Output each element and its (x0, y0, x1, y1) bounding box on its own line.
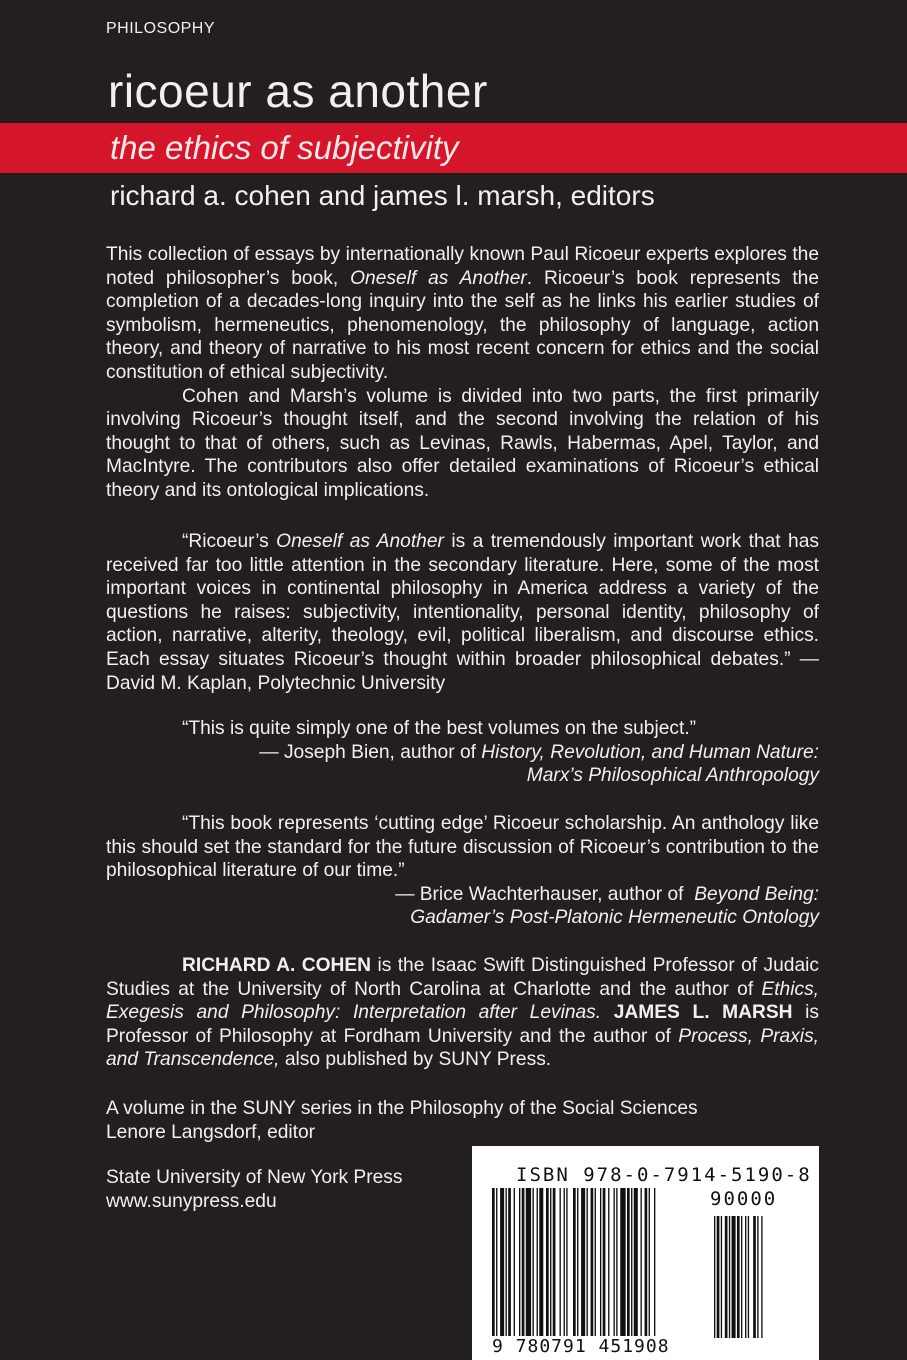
category-label: PHILOSOPHY (106, 20, 216, 37)
quote-1-text (106, 530, 819, 695)
publisher-name: State University of New York Press (106, 1167, 403, 1188)
barcode-bar (533, 1188, 534, 1338)
barcode-bar (514, 1188, 515, 1338)
book-reference: Oneself as Another (350, 267, 527, 289)
barcode-bar (616, 1188, 617, 1338)
addon-bar (717, 1216, 720, 1338)
barcode-bar (603, 1188, 606, 1338)
barcode-bar (508, 1188, 511, 1338)
barcode-bar (620, 1188, 625, 1338)
barcode-bar (577, 1188, 578, 1338)
barcode-bar (539, 1188, 543, 1338)
addon-bar (761, 1216, 762, 1338)
description-text: This collection of essays by internationally known Paul Ricoeur experts explores the noted philosopher’s book, (106, 244, 819, 289)
book-title: ricoeur as another (108, 65, 488, 117)
addon-bar (753, 1216, 756, 1338)
barcode-bar (591, 1188, 594, 1338)
barcode-bar (537, 1188, 538, 1338)
publisher-info (106, 1166, 446, 1213)
barcode-bar (654, 1188, 655, 1338)
bio-text: is Professor of Philosophy at Fordham University and the author of (106, 1002, 819, 1047)
barcode-bar (649, 1188, 650, 1338)
barcode-bar (581, 1188, 585, 1338)
series-line: A volume in the SUNY series in the Philosophy of the Social Sciences (106, 1098, 698, 1119)
quote-3 (106, 812, 819, 930)
barcode-bar (560, 1188, 561, 1338)
addon-bar (725, 1216, 728, 1338)
ean-barcode (492, 1188, 792, 1350)
book-reference: Process, Praxis, and Transcendence, (106, 1025, 819, 1071)
quote-3-book-line: Gadamer’s Post-Platonic Hermeneutic Ontology (410, 907, 819, 929)
quote-3-attribution (106, 883, 819, 907)
book-reference: Oneself as Another (276, 531, 444, 552)
barcode-bar (546, 1188, 549, 1338)
barcode-bar (500, 1188, 504, 1338)
barcode-bar (614, 1188, 615, 1338)
price-addon-number: 90000 (710, 1188, 778, 1210)
author-name: RICHARD A. COHEN (182, 955, 372, 976)
barcode-bar (627, 1188, 630, 1338)
editors-line: richard a. cohen and james l. marsh, editors (110, 180, 655, 211)
quote-3-text: “This book represents ‘cutting edge’ Ricoeur scholarship. An anthology like this should set the standard for the future discussion of Ricoeur’s contribution to the philosophical literature of our time.” (106, 813, 819, 882)
quote-1 (106, 530, 819, 695)
description-paragraph-2: Cohen and Marsh’s volume is divided into two parts, the first primarily involving Ricoeur’s thought itself, and the second involving the relation of his thought to that of others, such as Levinas, Rawls, Habermas, Apel, Taylor, and MacIntyre. The contributors also offer detailed examinations of Ricoeur’s ethical theory and its ontological implications. (106, 385, 819, 501)
bio-paragraph (106, 954, 819, 1072)
barcode-bar (519, 1188, 520, 1338)
quote-2-text: “This is quite simply one of the best volumes on the subject.” (182, 718, 697, 739)
addon-bar (745, 1216, 746, 1338)
publisher-url: www.sunypress.edu (106, 1190, 277, 1212)
quote-2-attribution (106, 741, 819, 765)
barcode-bar (553, 1188, 556, 1338)
series-info (106, 1097, 819, 1144)
barcode-bar (600, 1188, 601, 1338)
addon-bar (729, 1216, 730, 1338)
addon-bar (721, 1216, 722, 1338)
attribution-text: — Joseph Bien, author of (259, 741, 482, 763)
addon-bar (741, 1216, 742, 1338)
book-reference: History, Revolution, and Human Nature: (481, 741, 819, 763)
addon-bar (732, 1216, 736, 1338)
barcode-number: 9 780791 451908 (492, 1336, 670, 1357)
subtitle-band (0, 123, 907, 173)
description-paragraph-1 (106, 243, 819, 385)
bio-text: is the Isaac Swift Distinguished Professor of Judaic Studies at the University of North Carolina at Charlotte and the author of (106, 955, 819, 1000)
bio-text (601, 1002, 614, 1023)
barcode-bar (587, 1188, 588, 1338)
addon-bar (737, 1216, 740, 1338)
quote-text: is a tremendously important work that has received far too little attention in the secondary literature. Here, some of the most important voices in continental philosophy in America address a variety of the questions he raises: subjectivity, intentionality, personal identity, philosophy of action, narrative, alterity, theology, evil, political liberalism, and discourse ethics. Each essay situates Ricoeur’s thought within broader philosophical debates.” — David M. Kaplan, Polytechnic University (106, 531, 819, 694)
barcode-bar (641, 1188, 642, 1338)
author-bios (106, 954, 819, 1072)
barcode-bar (634, 1188, 638, 1338)
barcode-bar (595, 1188, 596, 1338)
addon-bar (714, 1216, 715, 1338)
barcode-bar (573, 1188, 576, 1338)
barcode-bar (492, 1188, 495, 1338)
barcode-bar (550, 1188, 551, 1338)
barcode-bar (645, 1188, 648, 1338)
book-reference: Beyond Being: (694, 883, 819, 905)
book-subtitle: the ethics of subjectivity (110, 129, 459, 166)
barcode-bar (522, 1188, 525, 1338)
description-text: . Ricoeur’s book represents the completion of a decades-long inquiry into the self as he links his earlier studies of symbolism, hermeneutics, phenomenology, the philosophy of language, action theory, and theory of narrative to his most recent concern for ethics and the social constitution of ethical subjectivity. (106, 267, 819, 383)
author-name: JAMES L. MARSH (613, 1002, 793, 1024)
addon-bar (757, 1216, 758, 1338)
series-editor: Lenore Langsdorf, editor (106, 1121, 316, 1143)
bio-text: also published by SUNY Press. (279, 1049, 552, 1071)
isbn-text: ISBN 978-0-7914-5190-8 (516, 1164, 812, 1186)
barcode-bar (496, 1188, 497, 1338)
barcode-bar (564, 1188, 565, 1338)
quote-2-book-line: Marx’s Philosophical Anthropology (526, 765, 819, 787)
barcode-bar (608, 1188, 609, 1338)
addon-bar (748, 1216, 749, 1338)
barcode-bar (526, 1188, 531, 1338)
description (106, 243, 819, 503)
barcode-bar (566, 1188, 567, 1338)
barcode-bar (631, 1188, 632, 1338)
attribution-text: — Brice Wachterhauser, author of (395, 883, 695, 905)
book-reference: Ethics, Exegesis and Philosophy: Interpretation after Levinas. (106, 978, 819, 1024)
quote-2 (106, 717, 819, 788)
quote-text: “Ricoeur’s (182, 531, 277, 552)
barcode-bar (506, 1188, 507, 1338)
barcode-panel (472, 1146, 819, 1360)
